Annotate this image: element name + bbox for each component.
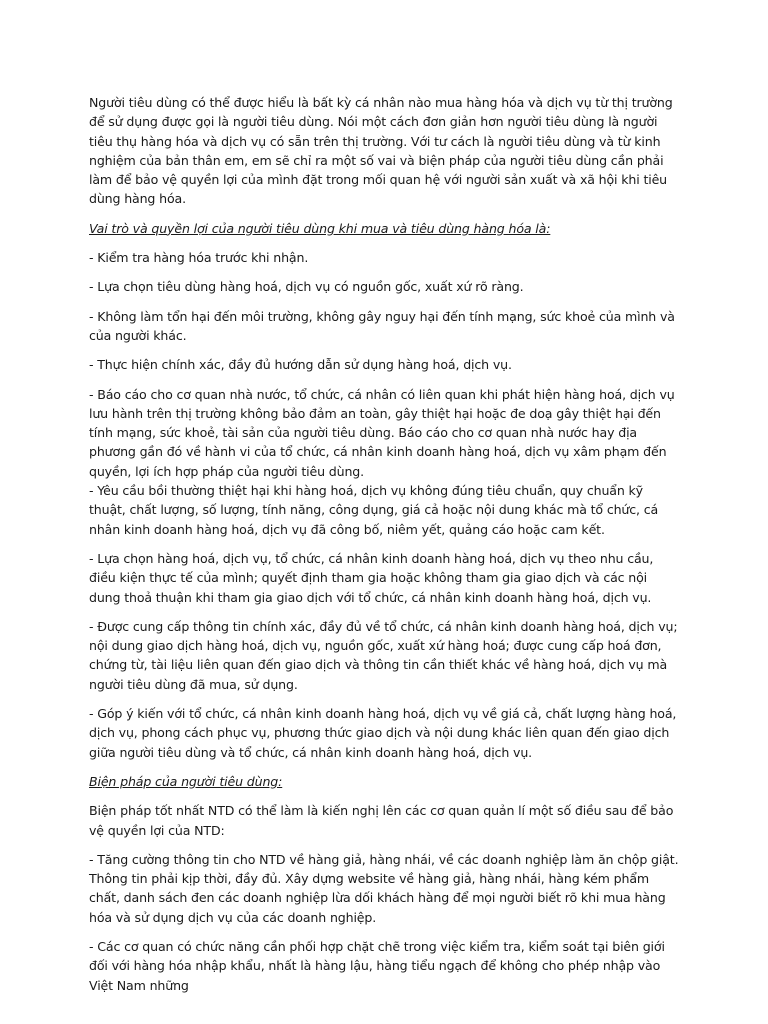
role-item-compensation: - Yêu cầu bồi thường thiệt hại khi hàng hoá, dịch vụ không đúng tiêu chuẩn, quy chuẩn kỹ thuật, chất lượng, số lượng, tính năng, công dụng, giá cả hoặc nội dung khác mà tổ chức, cá nhân kinh doanh hàng hoá, dịch vụ đã công bố, niêm yết, quảng cáo hoặc cam kết. <box>89 483 659 537</box>
measures-heading: Biện pháp của người tiêu dùng: <box>89 773 283 789</box>
role-item-choose-supplier: - Lựa chọn hàng hoá, dịch vụ, tổ chức, cá nhân kinh doanh hàng hoá, dịch vụ theo nhu cầu, điều kiện thực tế của mình; quyết định tham gia hoặc không tham gia giao dịch và các nội dung thoả thuận khi tham gia giao dịch với tổ chức, cá nhân kinh doanh hàng hoá, dịch vụ. <box>89 550 654 605</box>
role-item-check-goods: - Kiểm tra hàng hóa trước khi nhận. <box>89 250 309 266</box>
role-item-no-harm: - Không làm tổn hại đến môi trường, không gây nguy hại đến tính mạng, sức khoẻ của mình và của người khác. <box>89 308 675 343</box>
role-item-report: - Báo cáo cho cơ quan nhà nước, tổ chức, cá nhân có liên quan khi phát hiện hàng hoá, dịch vụ lưu hành trên thị trường không bảo đảm an toàn, gây thiệt hại hoặc đe doạ gây thiệt hại đến tính mạng, sức khoẻ, tài sản của người tiêu dùng. Báo cáo cho cơ quan nhà nước hay địa phương gần đó về hành vi của tổ chức, cá nhân kinh doanh hàng hoá, dịch vụ xâm phạm đến quyền, lợi ích hợp pháp của người tiêu dùng. <box>89 386 675 479</box>
measure-item-petition: Biện pháp tốt nhất NTD có thể làm là kiến nghị lên các cơ quan quản lí một số điều sau để bảo vệ quyền lợi của NTD: <box>89 803 674 838</box>
role-item-information: - Được cung cấp thông tin chính xác, đầy đủ về tổ chức, cá nhân kinh doanh hàng hoá, dịch vụ; nội dung giao dịch hàng hoá, dịch vụ, nguồn gốc, xuất xứ hàng hoá; được cung cấp hoá đơn, chứng từ, tài liệu liên quan đến giao dịch và thông tin cần thiết khác về hàng hoá, dịch vụ mà người tiêu dùng đã mua, sử dụng. <box>89 618 678 692</box>
role-item-follow-instructions: - Thực hiện chính xác, đầy đủ hướng dẫn sử dụng hàng hoá, dịch vụ. <box>89 357 512 373</box>
role-item-choose-origin: - Lựa chọn tiêu dùng hàng hoá, dịch vụ có nguồn gốc, xuất xứ rõ ràng. <box>89 279 524 295</box>
role-item-feedback: - Góp ý kiến với tổ chức, cá nhân kinh doanh hàng hoá, dịch vụ về giá cả, chất lượng hàng hoá, dịch vụ, phong cách phục vụ, phương thức giao dịch và nội dung khác liên quan đến giao dịch giữa người tiêu dùng và tổ chức, cá nhân kinh doanh hàng hoá, dịch vụ. <box>89 706 677 760</box>
document-page <box>89 93 679 1005</box>
measure-item-border-control: - Các cơ quan có chức năng cần phối hợp chặt chẽ trong việc kiểm tra, kiểm soát tại biên giới đối với hàng hóa nhập khẩu, nhất là hàng lậu, hàng tiểu ngạch để không cho phép nhập vào Việt Nam những <box>89 938 665 993</box>
intro-paragraph: Người tiêu dùng có thể được hiểu là bất kỳ cá nhân nào mua hàng hóa và dịch vụ từ thị trường để sử dụng được gọi là người tiêu dùng. Nói một cách đơn giản hơn người tiêu dùng là người tiêu thụ hàng hóa và dịch vụ có sẵn trên thị trường. Với tư cách là người tiêu dùng và từ kinh nghiệm của bản thân em, em sẽ chỉ ra một số vai và biện pháp của người tiêu dùng cần phải làm để bảo vệ quyền lợi của mình đặt trong mối quan hệ với người sản xuất và xã hội khi tiêu dùng hàng hóa. <box>89 95 673 207</box>
roles-heading: Vai trò và quyền lợi của người tiêu dùng khi mua và tiêu dùng hàng hóa là: <box>89 220 551 236</box>
measure-item-information: - Tăng cường thông tin cho NTD về hàng giả, hàng nhái, về các doanh nghiệp làm ăn chộp giật. Thông tin phải kịp thời, đầy đủ. Xây dựng website về hàng giả, hàng nhái, hàng kém phẩm chất, danh sách đen các doanh nghiệp lừa dối khách hàng để mọi người biết rõ khi mua hàng hóa và sử dụng dịch vụ của các doanh nghiệp. <box>89 851 679 925</box>
